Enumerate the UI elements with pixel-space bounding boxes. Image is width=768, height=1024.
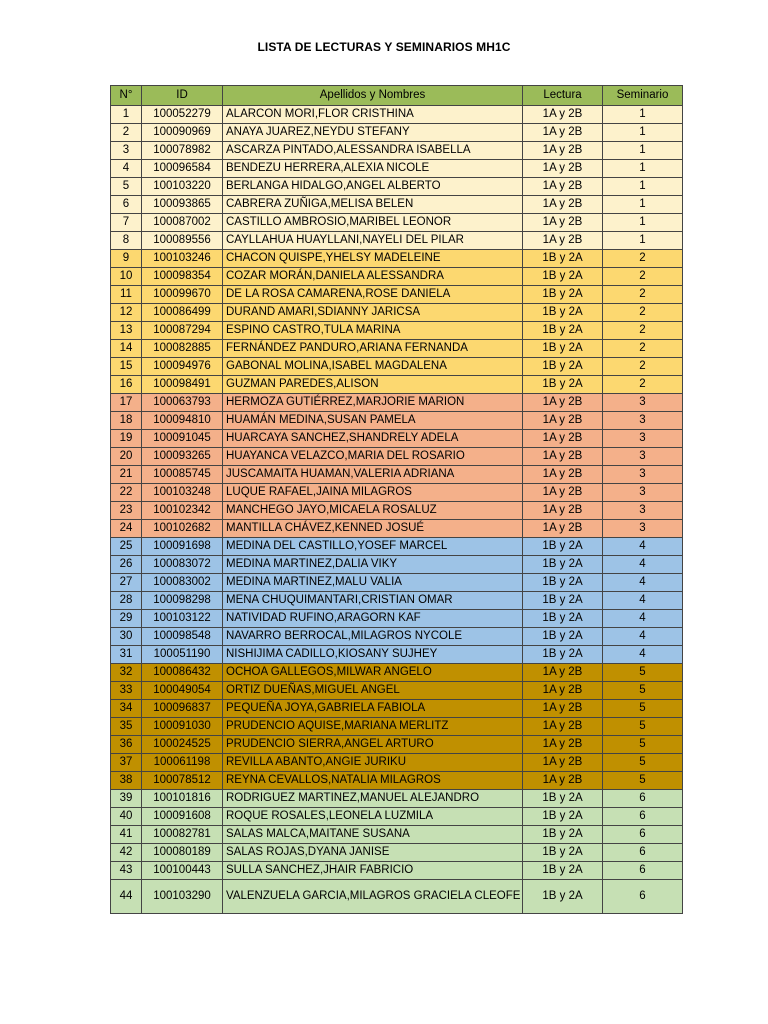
cell-lectura: 1A y 2B: [523, 772, 603, 790]
cell-name: ORTIZ DUEÑAS,MIGUEL ANGEL: [223, 682, 523, 700]
cell-number: 12: [111, 304, 142, 322]
cell-number: 24: [111, 520, 142, 538]
cell-number: 25: [111, 538, 142, 556]
table-row: [111, 232, 683, 250]
cell-name: SULLA SANCHEZ,JHAIR FABRICIO: [223, 862, 523, 880]
cell-number: 4: [111, 160, 142, 178]
cell-id: 100098298: [142, 592, 223, 610]
cell-id: 100096837: [142, 700, 223, 718]
cell-lectura: 1A y 2B: [523, 484, 603, 502]
cell-id: 100086499: [142, 304, 223, 322]
cell-seminario: 3: [603, 484, 683, 502]
cell-lectura: 1B y 2A: [523, 808, 603, 826]
table-row: [111, 826, 683, 844]
cell-seminario: 1: [603, 232, 683, 250]
table-row: [111, 664, 683, 682]
cell-lectura: 1B y 2A: [523, 844, 603, 862]
cell-seminario: 2: [603, 322, 683, 340]
cell-number: 15: [111, 358, 142, 376]
cell-lectura: 1A y 2B: [523, 466, 603, 484]
cell-id: 100098354: [142, 268, 223, 286]
cell-name: HUARCAYA SANCHEZ,SHANDRELY ADELA: [223, 430, 523, 448]
cell-seminario: 3: [603, 430, 683, 448]
cell-seminario: 6: [603, 862, 683, 880]
cell-seminario: 3: [603, 394, 683, 412]
cell-id: 100083002: [142, 574, 223, 592]
cell-name: MEDINA MARTINEZ,DALIA VIKY: [223, 556, 523, 574]
cell-number: 44: [111, 880, 142, 914]
table-row: [111, 448, 683, 466]
table-row: [111, 304, 683, 322]
cell-number: 38: [111, 772, 142, 790]
cell-seminario: 2: [603, 340, 683, 358]
cell-id: 100082885: [142, 340, 223, 358]
cell-name: MEDINA MARTINEZ,MALU VALIA: [223, 574, 523, 592]
cell-seminario: 1: [603, 106, 683, 124]
cell-lectura: 1A y 2B: [523, 520, 603, 538]
cell-lectura: 1A y 2B: [523, 736, 603, 754]
cell-id: 100093865: [142, 196, 223, 214]
table-row: [111, 772, 683, 790]
cell-id: 100103220: [142, 178, 223, 196]
table-row: [111, 466, 683, 484]
cell-id: 100091030: [142, 718, 223, 736]
cell-id: 100082781: [142, 826, 223, 844]
cell-id: 100103122: [142, 610, 223, 628]
cell-name: MANCHEGO JAYO,MICAELA ROSALUZ: [223, 502, 523, 520]
table-row: [111, 538, 683, 556]
table-row: [111, 682, 683, 700]
header-id: ID: [142, 86, 223, 106]
cell-id: 100098548: [142, 628, 223, 646]
cell-number: 10: [111, 268, 142, 286]
table-body: [111, 106, 683, 914]
table-row: [111, 322, 683, 340]
cell-lectura: 1A y 2B: [523, 142, 603, 160]
cell-number: 26: [111, 556, 142, 574]
cell-seminario: 2: [603, 358, 683, 376]
cell-id: 100049054: [142, 682, 223, 700]
cell-id: 100087002: [142, 214, 223, 232]
cell-id: 100051190: [142, 646, 223, 664]
cell-seminario: 1: [603, 160, 683, 178]
cell-number: 40: [111, 808, 142, 826]
cell-lectura: 1A y 2B: [523, 448, 603, 466]
table-row: [111, 574, 683, 592]
cell-id: 100098491: [142, 376, 223, 394]
table-row: [111, 430, 683, 448]
cell-number: 1: [111, 106, 142, 124]
cell-number: 13: [111, 322, 142, 340]
cell-lectura: 1B y 2A: [523, 304, 603, 322]
cell-lectura: 1A y 2B: [523, 394, 603, 412]
cell-number: 17: [111, 394, 142, 412]
table-row: [111, 862, 683, 880]
cell-lectura: 1B y 2A: [523, 358, 603, 376]
page-title: LISTA DE LECTURAS Y SEMINARIOS MH1C: [257, 40, 511, 54]
cell-number: 3: [111, 142, 142, 160]
cell-seminario: 6: [603, 790, 683, 808]
cell-number: 30: [111, 628, 142, 646]
cell-seminario: 5: [603, 682, 683, 700]
cell-id: 100103246: [142, 250, 223, 268]
cell-lectura: 1A y 2B: [523, 718, 603, 736]
cell-number: 9: [111, 250, 142, 268]
cell-seminario: 3: [603, 448, 683, 466]
cell-id: 100087294: [142, 322, 223, 340]
cell-seminario: 5: [603, 664, 683, 682]
cell-number: 41: [111, 826, 142, 844]
cell-name: DE LA ROSA CAMARENA,ROSE DANIELA: [223, 286, 523, 304]
cell-number: 6: [111, 196, 142, 214]
cell-name: DURAND AMARI,SDIANNY JARICSA: [223, 304, 523, 322]
cell-number: 43: [111, 862, 142, 880]
cell-name: BENDEZU HERRERA,ALEXIA NICOLE: [223, 160, 523, 178]
cell-lectura: 1B y 2A: [523, 340, 603, 358]
cell-name: CHACON QUISPE,YHELSY MADELEINE: [223, 250, 523, 268]
table-row: [111, 250, 683, 268]
cell-lectura: 1B y 2A: [523, 376, 603, 394]
cell-number: 2: [111, 124, 142, 142]
cell-number: 21: [111, 466, 142, 484]
cell-lectura: 1B y 2A: [523, 790, 603, 808]
cell-name: CABRERA ZUÑIGA,MELISA BELEN: [223, 196, 523, 214]
cell-seminario: 1: [603, 196, 683, 214]
cell-seminario: 1: [603, 124, 683, 142]
table-row: [111, 790, 683, 808]
cell-lectura: 1B y 2A: [523, 268, 603, 286]
cell-id: 100100443: [142, 862, 223, 880]
cell-seminario: 4: [603, 628, 683, 646]
cell-name: FERNÁNDEZ PANDURO,ARIANA FERNANDA: [223, 340, 523, 358]
cell-id: 100063793: [142, 394, 223, 412]
cell-name: RODRIGUEZ MARTINEZ,MANUEL ALEJANDRO: [223, 790, 523, 808]
table-row: [111, 646, 683, 664]
table-row: [111, 160, 683, 178]
cell-name: PEQUEÑA JOYA,GABRIELA FABIOLA: [223, 700, 523, 718]
cell-seminario: 4: [603, 574, 683, 592]
cell-seminario: 5: [603, 772, 683, 790]
cell-lectura: 1B y 2A: [523, 628, 603, 646]
cell-lectura: 1A y 2B: [523, 700, 603, 718]
cell-number: 20: [111, 448, 142, 466]
table-header-row: [111, 86, 683, 106]
cell-name: LUQUE RAFAEL,JAINA MILAGROS: [223, 484, 523, 502]
table-row: [111, 592, 683, 610]
cell-number: 39: [111, 790, 142, 808]
cell-name: CASTILLO AMBROSIO,MARIBEL LEONOR: [223, 214, 523, 232]
cell-number: 35: [111, 718, 142, 736]
cell-lectura: 1A y 2B: [523, 430, 603, 448]
cell-seminario: 1: [603, 142, 683, 160]
cell-seminario: 1: [603, 178, 683, 196]
cell-lectura: 1B y 2A: [523, 574, 603, 592]
cell-number: 18: [111, 412, 142, 430]
cell-name: HERMOZA GUTIÉRREZ,MARJORIE MARION: [223, 394, 523, 412]
header-name: Apellidos y Nombres: [223, 86, 523, 106]
cell-name: COZAR MORÁN,DANIELA ALESSANDRA: [223, 268, 523, 286]
table-row: [111, 736, 683, 754]
table-row: [111, 106, 683, 124]
cell-id: 100102682: [142, 520, 223, 538]
cell-number: 19: [111, 430, 142, 448]
cell-number: 5: [111, 178, 142, 196]
cell-seminario: 3: [603, 466, 683, 484]
cell-seminario: 2: [603, 250, 683, 268]
table-row: [111, 502, 683, 520]
cell-seminario: 6: [603, 880, 683, 914]
cell-name: SALAS ROJAS,DYANA JANISE: [223, 844, 523, 862]
cell-number: 36: [111, 736, 142, 754]
cell-seminario: 6: [603, 826, 683, 844]
cell-seminario: 4: [603, 592, 683, 610]
cell-lectura: 1B y 2A: [523, 556, 603, 574]
cell-name: GABONAL MOLINA,ISABEL MAGDALENA: [223, 358, 523, 376]
cell-seminario: 2: [603, 304, 683, 322]
cell-seminario: 6: [603, 808, 683, 826]
table-row: [111, 700, 683, 718]
cell-seminario: 5: [603, 754, 683, 772]
cell-name: REVILLA ABANTO,ANGIE JURIKU: [223, 754, 523, 772]
cell-name: NAVARRO BERROCAL,MILAGROS NYCOLE: [223, 628, 523, 646]
table-row: [111, 520, 683, 538]
cell-number: 28: [111, 592, 142, 610]
cell-seminario: 4: [603, 646, 683, 664]
cell-name: MENA CHUQUIMANTARI,CRISTIAN OMAR: [223, 592, 523, 610]
table-row: [111, 808, 683, 826]
cell-lectura: 1B y 2A: [523, 646, 603, 664]
table-row: [111, 754, 683, 772]
cell-name: GUZMAN PAREDES,ALISON: [223, 376, 523, 394]
cell-id: 100102342: [142, 502, 223, 520]
cell-id: 100093265: [142, 448, 223, 466]
cell-lectura: 1A y 2B: [523, 178, 603, 196]
table-row: [111, 556, 683, 574]
cell-name: PRUDENCIO SIERRA,ANGEL ARTURO: [223, 736, 523, 754]
table-row: [111, 412, 683, 430]
cell-name: CAYLLAHUA HUAYLLANI,NAYELI DEL PILAR: [223, 232, 523, 250]
cell-id: 100052279: [142, 106, 223, 124]
cell-lectura: 1A y 2B: [523, 502, 603, 520]
cell-name: PRUDENCIO AQUISE,MARIANA MERLITZ: [223, 718, 523, 736]
cell-name: BERLANGA HIDALGO,ANGEL ALBERTO: [223, 178, 523, 196]
cell-id: 100089556: [142, 232, 223, 250]
cell-id: 100061198: [142, 754, 223, 772]
cell-name: JUSCAMAITA HUAMAN,VALERIA ADRIANA: [223, 466, 523, 484]
table-row: [111, 268, 683, 286]
cell-number: 37: [111, 754, 142, 772]
cell-seminario: 6: [603, 844, 683, 862]
cell-number: 29: [111, 610, 142, 628]
cell-seminario: 4: [603, 610, 683, 628]
table-row: [111, 844, 683, 862]
cell-number: 23: [111, 502, 142, 520]
cell-lectura: 1B y 2A: [523, 538, 603, 556]
cell-name: ANAYA JUAREZ,NEYDU STEFANY: [223, 124, 523, 142]
cell-name: ALARCON MORI,FLOR CRISTHINA: [223, 106, 523, 124]
cell-seminario: 5: [603, 736, 683, 754]
cell-seminario: 2: [603, 376, 683, 394]
cell-name: HUAYANCA VELAZCO,MARIA DEL ROSARIO: [223, 448, 523, 466]
cell-lectura: 1B y 2A: [523, 610, 603, 628]
cell-name: MANTILLA CHÁVEZ,KENNED JOSUÉ: [223, 520, 523, 538]
cell-number: 42: [111, 844, 142, 862]
cell-lectura: 1B y 2A: [523, 322, 603, 340]
cell-lectura: 1A y 2B: [523, 160, 603, 178]
cell-lectura: 1A y 2B: [523, 754, 603, 772]
cell-lectura: 1B y 2A: [523, 286, 603, 304]
cell-name: REYNA CEVALLOS,NATALIA MILAGROS: [223, 772, 523, 790]
cell-number: 32: [111, 664, 142, 682]
cell-number: 16: [111, 376, 142, 394]
cell-number: 8: [111, 232, 142, 250]
cell-seminario: 2: [603, 286, 683, 304]
cell-lectura: 1B y 2A: [523, 250, 603, 268]
cell-seminario: 4: [603, 556, 683, 574]
cell-lectura: 1B y 2A: [523, 826, 603, 844]
cell-name: VALENZUELA GARCIA,MILAGROS GRACIELA CLEOFE: [223, 880, 523, 914]
cell-lectura: 1B y 2A: [523, 592, 603, 610]
cell-number: 27: [111, 574, 142, 592]
cell-id: 100024525: [142, 736, 223, 754]
cell-seminario: 3: [603, 502, 683, 520]
cell-lectura: 1A y 2B: [523, 124, 603, 142]
cell-seminario: 3: [603, 520, 683, 538]
cell-id: 100094810: [142, 412, 223, 430]
cell-name: MEDINA DEL CASTILLO,YOSEF MARCEL: [223, 538, 523, 556]
cell-name: HUAMÁN MEDINA,SUSAN PAMELA: [223, 412, 523, 430]
cell-lectura: 1A y 2B: [523, 682, 603, 700]
cell-lectura: 1B y 2A: [523, 880, 603, 914]
table-row: [111, 142, 683, 160]
header-seminario: Seminario: [603, 86, 683, 106]
table-row: [111, 484, 683, 502]
cell-lectura: 1A y 2B: [523, 214, 603, 232]
cell-seminario: 5: [603, 718, 683, 736]
cell-id: 100103290: [142, 880, 223, 914]
cell-id: 100086432: [142, 664, 223, 682]
cell-lectura: 1A y 2B: [523, 232, 603, 250]
cell-id: 100099670: [142, 286, 223, 304]
table-row: [111, 610, 683, 628]
cell-seminario: 3: [603, 412, 683, 430]
cell-name: OCHOA GALLEGOS,MILWAR ANGELO: [223, 664, 523, 682]
cell-seminario: 4: [603, 538, 683, 556]
header-lectura: Lectura: [523, 86, 603, 106]
table-row: [111, 178, 683, 196]
cell-seminario: 2: [603, 268, 683, 286]
table-row: [111, 394, 683, 412]
cell-id: 100101816: [142, 790, 223, 808]
cell-number: 22: [111, 484, 142, 502]
cell-number: 14: [111, 340, 142, 358]
cell-name: ASCARZA PINTADO,ALESSANDRA ISABELLA: [223, 142, 523, 160]
table-row: [111, 214, 683, 232]
cell-seminario: 1: [603, 214, 683, 232]
cell-number: 11: [111, 286, 142, 304]
cell-name: SALAS MALCA,MAITANE SUSANA: [223, 826, 523, 844]
cell-id: 100090969: [142, 124, 223, 142]
cell-id: 100078982: [142, 142, 223, 160]
cell-id: 100080189: [142, 844, 223, 862]
cell-id: 100096584: [142, 160, 223, 178]
cell-id: 100083072: [142, 556, 223, 574]
cell-name: ESPINO CASTRO,TULA MARINA: [223, 322, 523, 340]
cell-name: NISHIJIMA CADILLO,KIOSANY SUJHEY: [223, 646, 523, 664]
table-row: [111, 358, 683, 376]
cell-number: 34: [111, 700, 142, 718]
cell-id: 100091045: [142, 430, 223, 448]
seminar-table: [110, 85, 683, 914]
cell-id: 100103248: [142, 484, 223, 502]
cell-number: 7: [111, 214, 142, 232]
cell-lectura: 1A y 2B: [523, 106, 603, 124]
cell-id: 100094976: [142, 358, 223, 376]
cell-number: 31: [111, 646, 142, 664]
header-number: N°: [111, 86, 142, 106]
cell-id: 100091608: [142, 808, 223, 826]
cell-name: ROQUE ROSALES,LEONELA LUZMILA: [223, 808, 523, 826]
table-row: [111, 718, 683, 736]
cell-name: NATIVIDAD RUFINO,ARAGORN KAF: [223, 610, 523, 628]
cell-id: 100085745: [142, 466, 223, 484]
cell-lectura: 1A y 2B: [523, 196, 603, 214]
cell-lectura: 1A y 2B: [523, 412, 603, 430]
table-row: [111, 376, 683, 394]
cell-id: 100091698: [142, 538, 223, 556]
table-row: [111, 196, 683, 214]
table-row: [111, 628, 683, 646]
cell-number: 33: [111, 682, 142, 700]
table-row: [111, 286, 683, 304]
cell-id: 100078512: [142, 772, 223, 790]
cell-lectura: 1B y 2A: [523, 862, 603, 880]
table-row: [111, 340, 683, 358]
table-row: [111, 880, 683, 914]
table-row: [111, 124, 683, 142]
cell-seminario: 5: [603, 700, 683, 718]
cell-lectura: 1A y 2B: [523, 664, 603, 682]
